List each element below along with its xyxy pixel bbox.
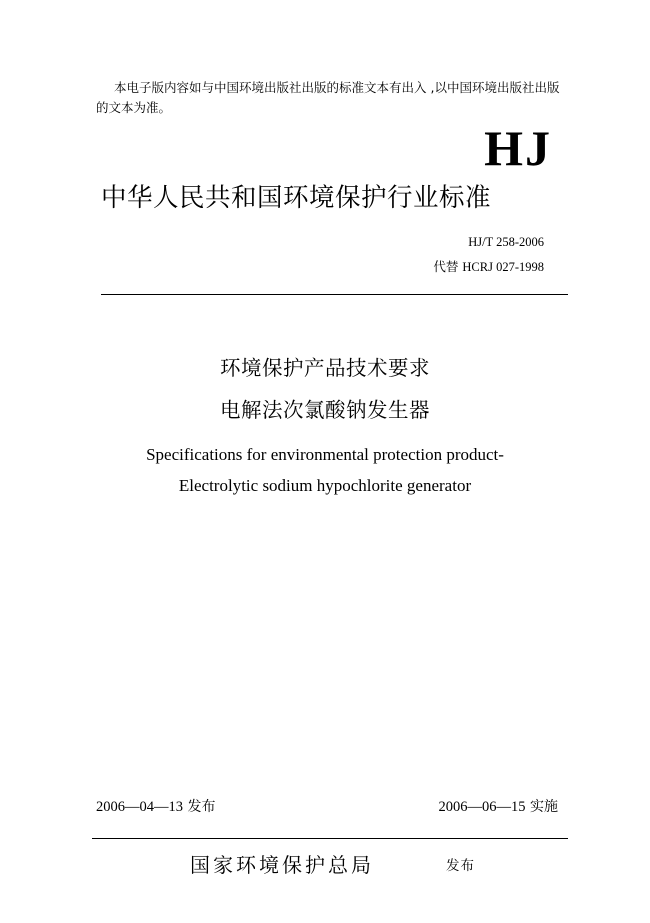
en-title-line-1: Specifications for environmental protection product-: [146, 445, 504, 464]
en-title-line-2: Electrolytic sodium hypochlorite generator: [178, 476, 472, 495]
implemented-date: 2006—06—15: [438, 799, 526, 815]
issued-date: 2006—04—13: [96, 799, 183, 815]
edition-notice: 本电子版内容如与中国环境出版社出版的标准文本有出入 ,以中国环境出版社出版的文本为准。: [96, 80, 560, 115]
publisher-name: 国家环境保护总局: [190, 853, 374, 877]
standard-number: HJ/T 258-2006: [468, 235, 544, 249]
header-divider: [101, 294, 568, 295]
publisher-suffix: 发布: [446, 858, 475, 874]
replaces-prefix: 代替: [433, 259, 459, 274]
standard-category: 中华人民共和国环境保护行业标准: [101, 183, 492, 213]
hj-mark: HJ: [484, 120, 552, 176]
cn-title-line-1: 环境保护产品技术要求: [220, 356, 430, 380]
implemented-label: 实施: [530, 799, 558, 815]
cn-title-line-2: 电解法次氯酸钠发生器: [220, 398, 430, 422]
implemented-date-line: [439, 797, 558, 817]
replaces-line: [433, 259, 544, 275]
replaces-code: HCRJ 027-1998: [462, 260, 544, 274]
issued-date-line: [96, 797, 215, 817]
footer-divider: [92, 838, 568, 839]
issued-label: 发布: [187, 799, 216, 815]
